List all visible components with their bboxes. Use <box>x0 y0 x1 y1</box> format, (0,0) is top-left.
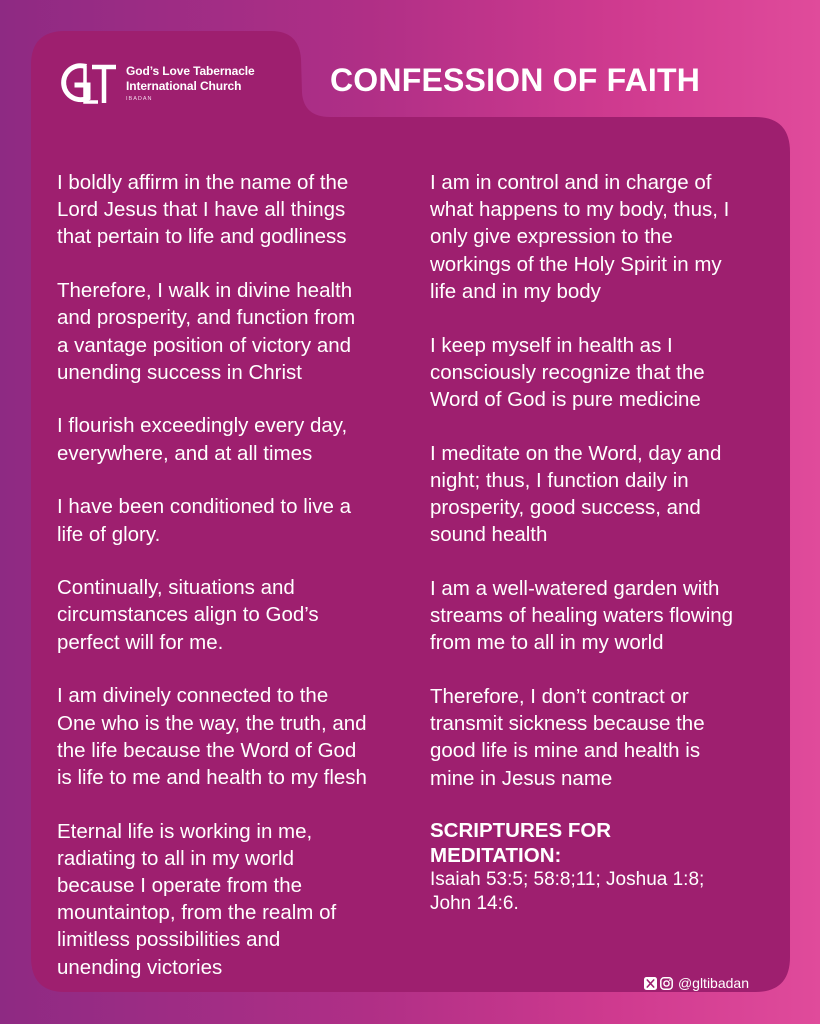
left-paragraph-6 <box>57 682 397 791</box>
left-paragraph-3 <box>57 412 397 466</box>
left-paragraph-line: circumstances align to God’s <box>57 603 319 627</box>
left-paragraph-line: mountaintop, from the realm of <box>57 901 337 925</box>
left-paragraph-line: unending success in Christ <box>57 360 302 384</box>
left-paragraph-line: Continually, situations and <box>57 576 295 600</box>
scriptures-heading-line2: MEDITATION: <box>430 844 562 868</box>
social-footer <box>644 975 749 991</box>
left-paragraph-line: a vantage position of victory and <box>57 333 352 357</box>
left-paragraph-line: I boldly affirm in the name of the <box>57 171 349 194</box>
left-paragraph-line: Eternal life is working in me, <box>57 819 313 843</box>
left-paragraph-5 <box>57 574 397 656</box>
x-icon[interactable] <box>644 977 657 990</box>
glt-monogram-icon <box>58 58 118 108</box>
right-paragraph-4 <box>430 575 770 657</box>
left-paragraph-line: One who is the way, the truth, and <box>57 711 367 735</box>
left-paragraph-line: perfect will for me. <box>57 630 224 654</box>
instagram-icon[interactable] <box>660 977 673 990</box>
left-paragraph-line: life of glory. <box>57 522 161 546</box>
right-paragraph-line: prosperity, good success, and <box>430 496 701 520</box>
left-paragraph-line: that pertain to life and godliness <box>57 225 347 249</box>
right-paragraph-2 <box>430 332 770 414</box>
right-paragraph-line: from me to all in my world <box>430 631 664 655</box>
right-paragraph-line: I am a well-watered garden with <box>430 576 720 600</box>
left-paragraph-7 <box>57 818 397 981</box>
scriptures-refs-line1: Isaiah 53:5; 58:8;11; Joshua 1:8; <box>430 869 705 891</box>
left-paragraph-1 <box>57 169 397 251</box>
social-handle[interactable]: @gltibadan <box>677 975 749 991</box>
right-paragraphs <box>430 169 770 792</box>
left-paragraph-line: radiating to all in my world <box>57 846 294 870</box>
right-paragraph-line: workings of the Holy Spirit in my <box>430 252 722 276</box>
right-paragraph-line: consciously recognize that the <box>430 360 705 384</box>
right-paragraph-line: I meditate on the Word, day and <box>430 441 722 465</box>
left-paragraph-line: limitless possibilities and <box>57 928 281 952</box>
org-name-line1: God’s Love Tabernacle <box>126 63 255 78</box>
left-paragraph-line: unending victories <box>57 955 223 979</box>
left-paragraph-4 <box>57 493 397 547</box>
left-paragraph-line: I have been conditioned to live a <box>57 495 352 519</box>
scriptures-block <box>430 818 770 916</box>
org-location: IBADAN <box>126 95 153 102</box>
right-paragraph-line: life and in my body <box>430 279 601 303</box>
org-name-line2: International Church <box>126 78 242 93</box>
right-paragraph-line: only give expression to the <box>430 225 673 249</box>
left-paragraph-2 <box>57 277 397 386</box>
right-paragraph-line: I keep myself in health as I <box>430 333 673 357</box>
right-paragraph-line: mine in Jesus name <box>430 766 613 790</box>
right-paragraph-3 <box>430 440 770 549</box>
right-paragraph-line: sound health <box>430 523 548 547</box>
left-paragraph-line: everywhere, and at all times <box>57 441 313 465</box>
left-paragraph-line: I am divinely connected to the <box>57 684 329 708</box>
left-paragraph-line: Lord Jesus that I have all things <box>57 198 346 222</box>
right-paragraph-line: I am in control and in charge of <box>430 171 712 194</box>
left-paragraph-line: the life because the Word of God <box>57 738 357 762</box>
right-paragraph-line: streams of healing waters flowing <box>430 604 734 628</box>
right-paragraph-line: night; thus, I function daily in <box>430 468 689 492</box>
right-paragraph-line: Therefore, I don’t contract or <box>430 685 689 709</box>
scriptures-refs-line2: John 14:6. <box>430 893 519 915</box>
page-title: CONFESSION OF FAITH <box>330 62 701 98</box>
right-paragraph-line: transmit sickness because the <box>430 712 705 736</box>
left-paragraph-line: because I operate from the <box>57 874 303 898</box>
right-column <box>430 169 770 916</box>
right-paragraph-line: what happens to my body, thus, I <box>430 198 730 222</box>
left-paragraph-line: is life to me and health to my flesh <box>57 765 367 789</box>
right-paragraph-line: Word of God is pure medicine <box>430 387 701 411</box>
right-paragraph-1 <box>430 169 770 305</box>
scriptures-heading-line1: SCRIPTURES FOR <box>430 819 612 843</box>
right-paragraph-line: good life is mine and health is <box>430 739 701 763</box>
right-paragraph-5 <box>430 683 770 792</box>
org-logo <box>58 58 255 108</box>
left-paragraph-line: I flourish exceedingly every day, <box>57 414 348 438</box>
left-column <box>57 169 397 1007</box>
left-paragraph-line: Therefore, I walk in divine health <box>57 279 353 303</box>
org-name <box>126 64 255 103</box>
left-paragraph-line: and prosperity, and function from <box>57 306 356 330</box>
